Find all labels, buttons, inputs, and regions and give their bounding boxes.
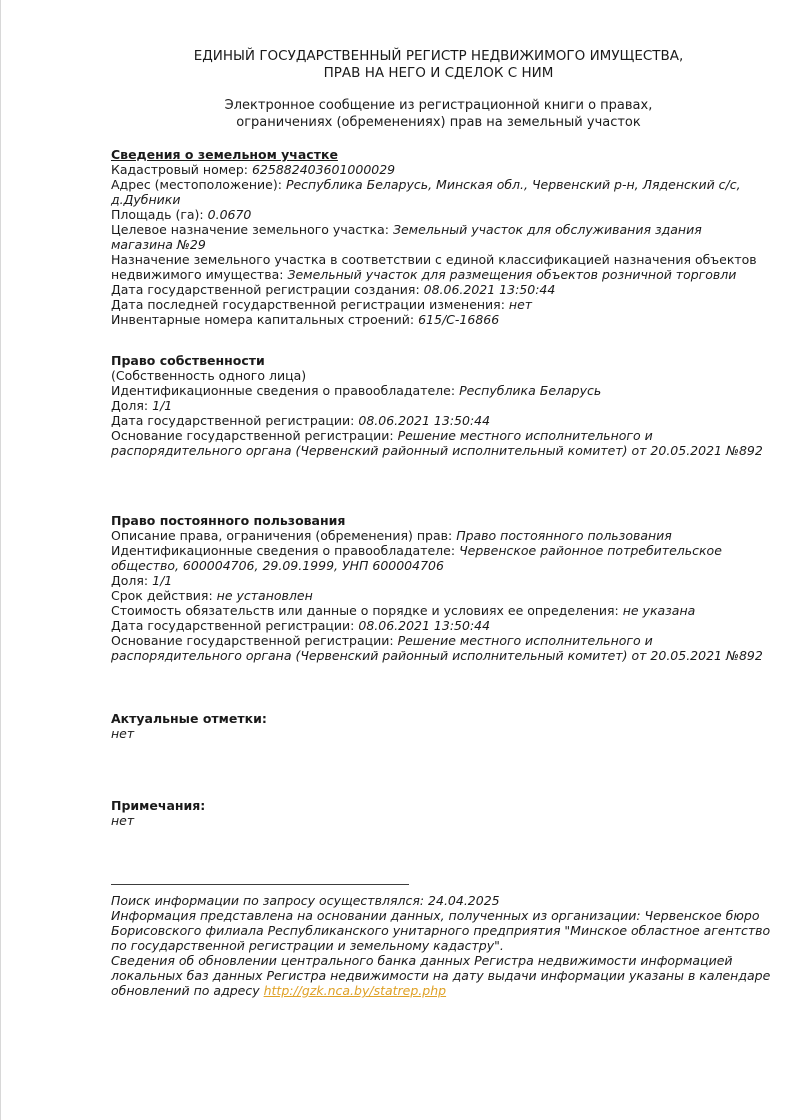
field-designated-purpose bbox=[111, 222, 766, 252]
field-label: Доля: bbox=[111, 573, 149, 588]
field-value: 0.0670 bbox=[207, 207, 252, 222]
field-label: Назначение земельного участка в соответствии с единой классификацией назначения объектов недвижимого имущества: bbox=[111, 252, 757, 282]
footer-search-label: Поиск информации по запросу осуществлялся: bbox=[111, 893, 425, 908]
field-registration-date bbox=[111, 413, 766, 428]
section-ownership-right bbox=[111, 353, 766, 458]
document-title-line-2: ПРАВ НА НЕГО И СДЕЛОК С НИМ bbox=[323, 65, 554, 81]
field-value: Земельный участок для размещения объектов розничной торговли bbox=[287, 267, 737, 282]
field-area bbox=[111, 207, 766, 222]
field-share bbox=[111, 398, 766, 413]
field-label: Идентификационные сведения о правообладателе: bbox=[111, 543, 456, 558]
field-last-change-registration-date bbox=[111, 297, 766, 312]
field-right-holder bbox=[111, 383, 766, 398]
section-ownership-heading: Право собственности bbox=[111, 353, 265, 368]
actual-marks-value: нет bbox=[111, 726, 135, 741]
field-creation-registration-date bbox=[111, 282, 766, 297]
field-inventory-numbers bbox=[111, 312, 766, 327]
field-value: Червенское районное потребительское общество, 600004706, 29.09.1999, УНП 600004706 bbox=[111, 543, 722, 573]
footer-link[interactable]: http://gzk.nca.by/statrep.php bbox=[263, 983, 447, 998]
document-header bbox=[111, 48, 766, 131]
field-value: не установлен bbox=[216, 588, 313, 603]
field-value: 625882403601000029 bbox=[251, 162, 396, 177]
field-label: Инвентарные номера капитальных строений: bbox=[111, 312, 415, 327]
field-label: Основание государственной регистрации: bbox=[111, 428, 394, 443]
field-registration-basis bbox=[111, 633, 766, 663]
field-right-description bbox=[111, 528, 766, 543]
section-parcel-heading: Сведения о земельном участке bbox=[111, 147, 338, 162]
footer-search-date: 24.04.2025 bbox=[428, 893, 500, 908]
separator-line bbox=[111, 884, 409, 885]
field-value: 615/С-16866 bbox=[418, 312, 500, 327]
field-value: Решение местного исполнительного и распорядительного органа (Червенский районный исполнительный комитет) от 20.05.2021 №892 bbox=[111, 428, 763, 458]
footer-source-info: Информация представлена на основании данных, полученных из организации: Червенское бюро Борисовского филиала Республиканского унитарного предприятия "Минское областное агентство по государственной регистрации и земельному кадастру". bbox=[111, 908, 771, 953]
field-label: Дата государственной регистрации: bbox=[111, 618, 355, 633]
field-value: Республика Беларусь bbox=[459, 383, 602, 398]
field-registration-date bbox=[111, 618, 766, 633]
notes-value: нет bbox=[111, 813, 135, 828]
document-title bbox=[111, 48, 766, 82]
field-registration-basis bbox=[111, 428, 766, 458]
field-label: Целевое назначение земельного участка: bbox=[111, 222, 389, 237]
field-label: Идентификационные сведения о правообладателе: bbox=[111, 383, 456, 398]
field-label: Дата государственной регистрации: bbox=[111, 413, 355, 428]
field-classification-purpose bbox=[111, 252, 766, 282]
footer-update-info bbox=[111, 953, 771, 998]
field-cadastral-number bbox=[111, 162, 766, 177]
field-value: 08.06.2021 13:50:44 bbox=[358, 618, 491, 633]
section-notes bbox=[111, 798, 766, 828]
footer-search-line bbox=[111, 893, 771, 908]
field-value: Земельный участок для обслуживания здания магазина №29 bbox=[111, 222, 702, 252]
section-permanent-use-right bbox=[111, 513, 766, 663]
footer-update-text: Сведения об обновлении центрального банка данных Регистра недвижимости информацией локальных баз данных Регистра недвижимости на дату выдачи информации указаны в календаре обновлений по адресу bbox=[111, 953, 771, 998]
field-right-holder bbox=[111, 543, 766, 573]
field-value: 08.06.2021 13:50:44 bbox=[423, 282, 556, 297]
document-subtitle-line-2: ограничениях (обременениях) прав на земельный участок bbox=[236, 115, 641, 130]
field-label: Описание права, ограничения (обременения) прав: bbox=[111, 528, 453, 543]
section-parcel-info bbox=[111, 147, 766, 327]
field-label: Площадь (га): bbox=[111, 207, 204, 222]
field-share bbox=[111, 573, 766, 588]
field-label: Срок действия: bbox=[111, 588, 213, 603]
field-label: Кадастровый номер: bbox=[111, 162, 248, 177]
document-subtitle-line-1: Электронное сообщение из регистрационной книги о правах, bbox=[224, 98, 653, 113]
field-value: Право постоянного пользования bbox=[456, 528, 672, 543]
section-actual-marks-heading: Актуальные отметки: bbox=[111, 711, 267, 726]
field-value: 1/1 bbox=[152, 573, 173, 588]
field-value: Республика Беларусь, Минская обл., Червенский р-н, Ляденский с/с, д.Дубники bbox=[111, 177, 741, 207]
field-value: 1/1 bbox=[152, 398, 173, 413]
document-footer bbox=[111, 884, 771, 998]
section-notes-heading: Примечания: bbox=[111, 798, 206, 813]
field-label: Дата последней государственной регистрации изменения: bbox=[111, 297, 505, 312]
field-obligation-cost bbox=[111, 603, 766, 618]
field-value: Решение местного исполнительного и распорядительного органа (Червенский районный исполнительный комитет) от 20.05.2021 №892 bbox=[111, 633, 763, 663]
field-value: 08.06.2021 13:50:44 bbox=[358, 413, 491, 428]
document-subtitle bbox=[111, 97, 766, 131]
field-value: не указана bbox=[622, 603, 696, 618]
document-title-line-1: ЕДИНЫЙ ГОСУДАРСТВЕННЫЙ РЕГИСТР НЕДВИЖИМОГО ИМУЩЕСТВА, bbox=[193, 48, 684, 64]
field-label: Адрес (местоположение): bbox=[111, 177, 282, 192]
field-address bbox=[111, 177, 766, 207]
field-label: Основание государственной регистрации: bbox=[111, 633, 394, 648]
field-validity-term bbox=[111, 588, 766, 603]
field-label: Доля: bbox=[111, 398, 149, 413]
section-actual-marks bbox=[111, 711, 766, 741]
field-value: нет bbox=[508, 297, 533, 312]
section-permanent-use-heading: Право постоянного пользования bbox=[111, 513, 346, 528]
field-label: Дата государственной регистрации создания: bbox=[111, 282, 420, 297]
field-label: Стоимость обязательств или данные о порядке и условиях ее определения: bbox=[111, 603, 619, 618]
ownership-type-note: (Собственность одного лица) bbox=[111, 368, 307, 383]
